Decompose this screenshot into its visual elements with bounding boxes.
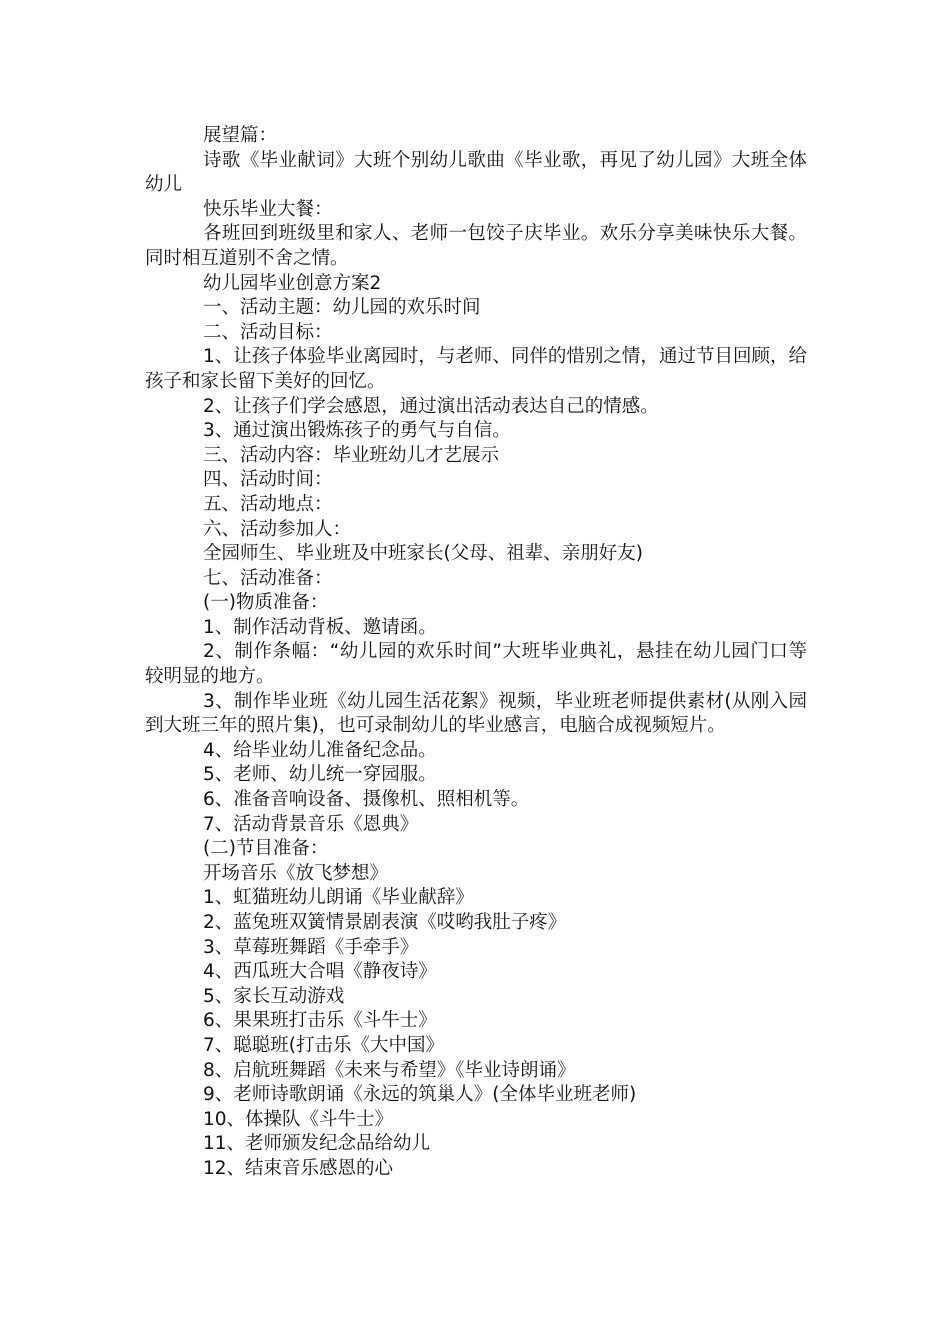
paragraph-prep-6: 6、准备音响设备、摄像机、照相机等。 (203, 789, 530, 811)
paragraph-activity-theme: 一、活动主题：幼儿园的欢乐时间 (203, 297, 481, 319)
paragraph-participants: 全园师生、毕业班及中班家长(父母、祖辈、亲朋好友) (203, 543, 643, 565)
paragraph-prep-2: 2、制作条幅：“幼儿园的欢乐时间”大班毕业典礼，悬挂在幼儿园门口等较明显的地方。 (145, 641, 807, 688)
paragraph-program-3: 3、草莓班舞蹈《手牵手》 (203, 936, 419, 958)
paragraph-material-prep: (一)物质准备： (203, 592, 329, 614)
paragraph-plan-title: 幼儿园毕业创意方案2 (203, 272, 382, 294)
paragraph-heading-feast: 快乐毕业大餐： (203, 198, 333, 220)
paragraph-goal-3: 3、通过演出锻炼孩子的勇气与自信。 (203, 420, 511, 442)
paragraph-program-9: 9、老师诗歌朗诵《永远的筑巢人》(全体毕业班老师) (203, 1084, 637, 1106)
paragraph-heading-outlook: 展望篇： (203, 125, 278, 146)
paragraph-program-8: 8、启航班舞蹈《未来与希望》《毕业诗朗诵》 (203, 1059, 576, 1081)
paragraph-poem-song: 诗歌《毕业献词》大班个别幼儿歌曲《毕业歌，再见了幼儿园》大班全体幼儿 (145, 149, 807, 196)
paragraph-prep-5: 5、老师、幼儿统一穿园服。 (203, 764, 437, 786)
paragraph-program-5: 5、家长互动游戏 (203, 985, 345, 1007)
paragraph-prep-1: 1、制作活动背板、邀请函。 (203, 616, 437, 638)
paragraph-prep-3: 3、制作毕业班《幼儿园生活花絮》视频，毕业班老师提供素材(从刚入园到大班三年的照片集)，也可录制幼儿的毕业感言，电脑合成视频短片。 (145, 690, 807, 737)
paragraph-opening-music: 开场音乐《放飞梦想》 (203, 862, 389, 884)
paragraph-program-10: 10、体操队《斗牛士》 (203, 1108, 394, 1130)
paragraph-activity-time: 四、活动时间： (203, 469, 333, 491)
paragraph-program-12: 12、结束音乐感恩的心 (203, 1157, 394, 1179)
paragraph-activity-content: 三、活动内容：毕业班幼儿才艺展示 (203, 444, 500, 466)
paragraph-prep-7: 7、活动背景音乐《恩典》 (203, 813, 419, 835)
paragraph-participants-heading: 六、活动参加人： (203, 518, 352, 540)
paragraph-prep-4: 4、给毕业幼儿准备纪念品。 (203, 739, 437, 761)
paragraph-program-11: 11、老师颁发纪念品给幼儿 (203, 1133, 431, 1155)
paragraph-feast-detail: 各班回到班级里和家人、老师一包饺子庆毕业。欢乐分享美味快乐大餐。同时相互道别不舍之情。 (145, 223, 807, 269)
paragraph-program-1: 1、虹猫班幼儿朗诵《毕业献辞》 (203, 887, 474, 909)
paragraph-program-7: 7、聪聪班(打击乐《大中国》 (203, 1034, 444, 1056)
document-body (145, 124, 807, 1182)
paragraph-goal-1: 1、让孩子体验毕业离园时，与老师、同伴的惜别之情，通过节目回顾，给孩子和家长留下美好的回忆。 (145, 346, 807, 392)
paragraph-activity-location: 五、活动地点： (203, 493, 333, 515)
paragraph-program-4: 4、西瓜班大合唱《静夜诗》 (203, 961, 437, 983)
paragraph-goal-2: 2、让孩子们学会感恩，通过演出活动表达自己的情感。 (203, 395, 659, 417)
paragraph-program-prep: (二)节目准备： (203, 838, 329, 860)
paragraph-program-2: 2、蓝兔班双簧情景剧表演《哎哟我肚子疼》 (203, 912, 567, 933)
paragraph-program-6: 6、果果班打击乐《斗牛士》 (203, 1010, 437, 1032)
paragraph-preparation-heading: 七、活动准备： (203, 567, 333, 589)
paragraph-activity-goals: 二、活动目标： (203, 321, 333, 343)
